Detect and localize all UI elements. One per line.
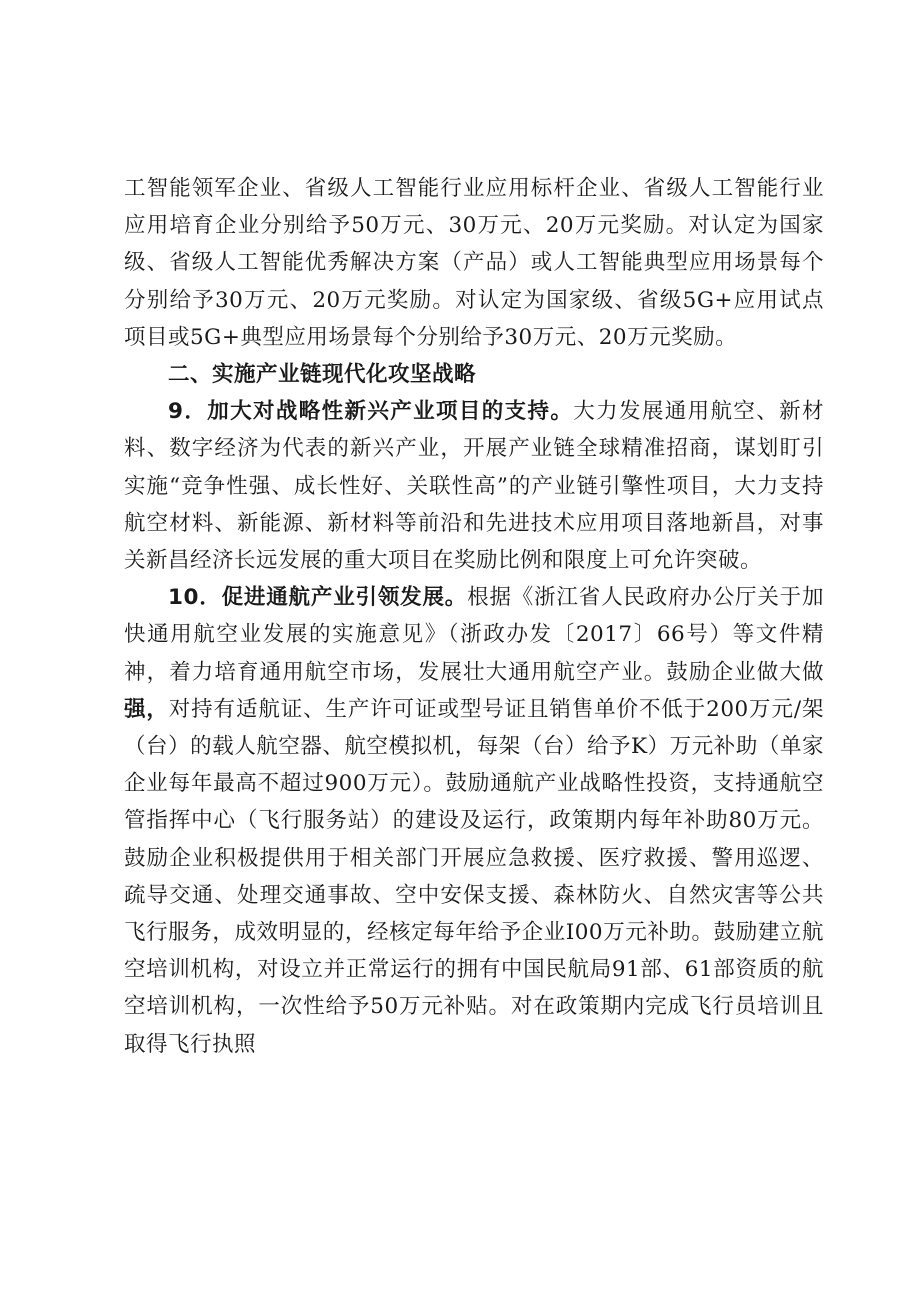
item-9-number: 9． [168, 399, 208, 425]
item-10-body-bold: 强， [124, 696, 169, 722]
item-9-body: 大力发展通用航空、新材料、数字经济为代表的新兴产业，开展产业链全球精准招商，谋划盯引实施“竞争性强、成长性好、关联性高”的产业链引擎性项目，大力支持航空材料、新能源、新材料等前沿和先进技术应用项目落地新昌，对事关新昌经济长远发展的重大项目在奖励比例和限度上可允许突破。 [124, 399, 824, 574]
section-heading: 二、实施产业链现代化攻坚战略 [168, 362, 477, 388]
document-body [124, 170, 824, 1063]
item-10-body-part-1: 根据《浙江省人民政府办公厅关于加快通用航空业发展的实施意见》（浙政办发〔2017〕66号）等文件精神，着力培育通用航空市场，发展壮大通用航空产业。鼓励企业做大做 [124, 585, 824, 685]
item-10-title: 促进通航产业引领发展。 [221, 585, 468, 611]
paragraph-continued: 工智能领军企业、省级人工智能行业应用标杆企业、省级人工智能行业应用培育企业分别给予50万元、30万元、20万元奖励。对认定为国家级、省级人工智能优秀解决方案（产品）或人工智能典型应用场景每个分别给予30万元、20万元奖励。对认定为国家级、省级5G+应用试点项目或5G+典型应用场景每个分别给予30万元、20万元奖励。 [124, 176, 824, 350]
item-10-body-part-2: 对持有适航证、生产许可证或型号证且销售单价不低于200万元/架（台）的载人航空器、航空模拟机，每架（台）给予K）万元补助（单家企业每年最高不超过900万元）。鼓励通航产业战略性投资，支持通航空管指挥中心（飞行服务站）的建设及运行，政策期内每年补助80万元。鼓励企业积极提供用于相关部门开展应急救援、医疗救援、警用巡逻、疏导交通、处理交通事故、空中安保支援、森林防火、自然灾害等公共飞行服务，成效明显的，经核定每年给予企业I00万元补助。鼓励建立航空培训机构，对设立并正常运行的拥有中国民航局91部、61部资质的航空培训机构，一次性给予50万元补贴。对在政策期内完成飞行员培训且取得飞行执照 [124, 696, 824, 1057]
item-9-title: 加大对战略性新兴产业项目的支持。 [207, 399, 574, 425]
item-10-number: 10． [168, 585, 222, 611]
item-9-paragraph [124, 393, 824, 579]
item-10-paragraph [124, 579, 824, 1063]
